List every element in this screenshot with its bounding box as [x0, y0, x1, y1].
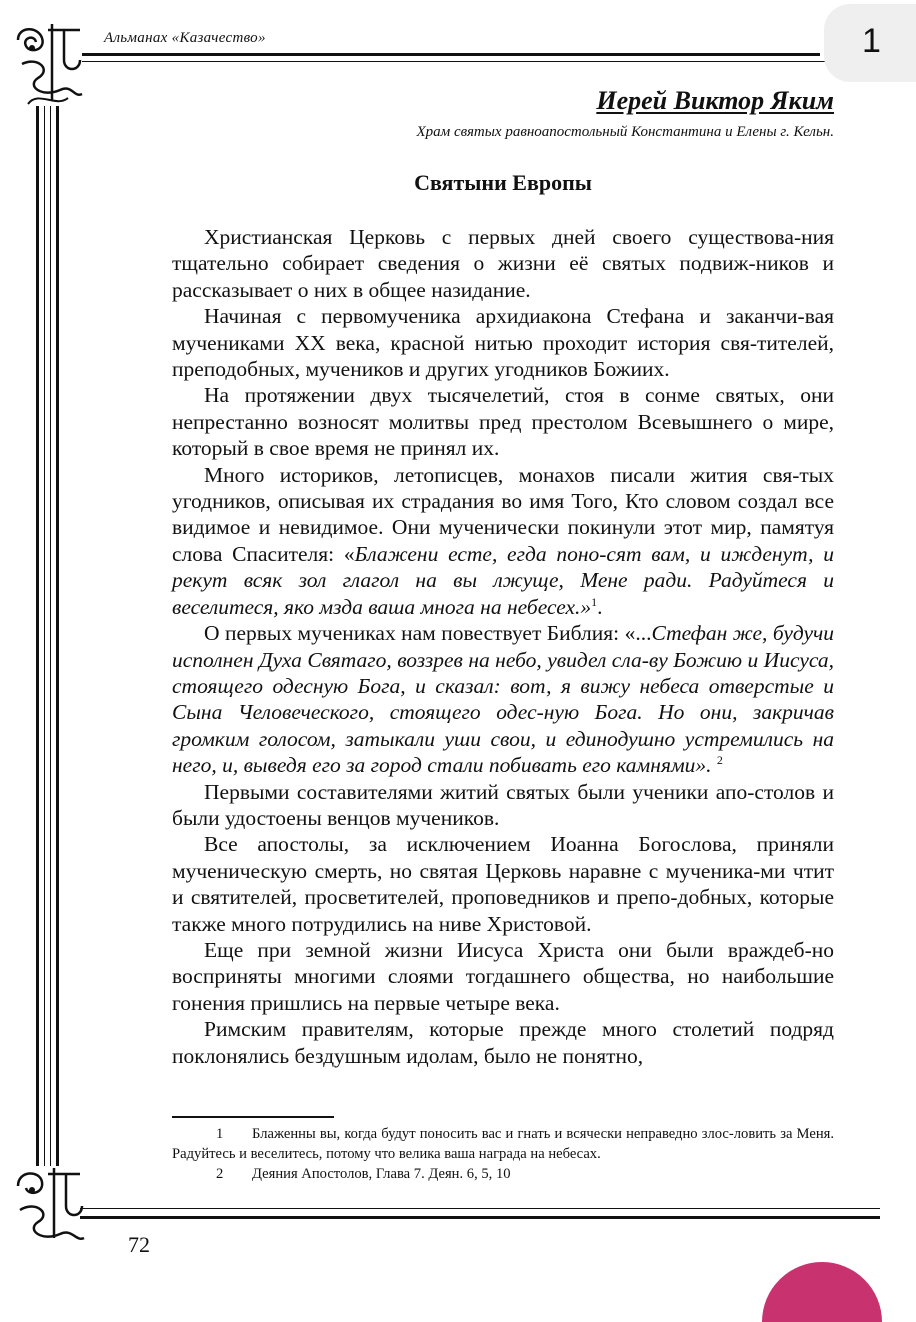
paragraph: Начиная с первомученика архидиакона Стефана и заканчи-вая мучениками XX века, красной нитью проходит история свя-тителей, преподобных, мучеников и других угодников Божиих.	[172, 304, 834, 382]
border-line	[56, 100, 59, 1180]
paragraph: Все апостолы, за исключением Иоанна Богослова, приняли мученическую смерть, но святая Церковь наравне с мученика-ми чтит и святителей, просветителей, проповедников и препо-добных, которые также много потрудились на ниве Христовой.	[172, 832, 834, 936]
paragraph: Христианская Церковь с первых дней своего существова-ния тщательно собирает сведения о жизни её святых подвиж-ников и рассказывает о них в общее назидание.	[172, 225, 834, 302]
article-title: Святыни Европы	[414, 170, 592, 195]
paragraph	[172, 620, 834, 778]
footer-rule-thick	[80, 1216, 880, 1219]
celtic-ornament-icon	[8, 20, 88, 110]
footer-rule-thin	[80, 1208, 880, 1209]
footnote-number: 1	[216, 1126, 224, 1142]
paragraph: На протяжении двух тысячелетий, стоя в сонме святых, они непрестанно возносят молитвы пред престолом Всевышнего о мире, который в свое время не принял их.	[172, 383, 834, 461]
border-line	[50, 100, 51, 1180]
scripture-quote: Стефан же, будучи исполнен Духа Святаго, воззрев на небо, увидел сла-ву Божию и Иисуса, стоящего одесную Бога, и сказал: вот, я вижу небеса отверстые и Сына Человеческого, стоящего одес-ную Бога. Но они, закричав громким голосом, затыкали уши свои, и единодушно устремились на него, и, выведя его за город стали побивать его камнями».	[172, 621, 834, 778]
paragraph	[172, 462, 834, 620]
paragraph: Еще при земной жизни Иисуса Христа они были враждеб-но восприняты многими слоями тогдашнего общества, но наибольшие гонения пришлись на первые четыре века.	[172, 937, 834, 1015]
footnotes	[172, 1124, 834, 1184]
floating-action-button[interactable]	[762, 1262, 882, 1322]
text-run: О первых мучениках нам повествует Библия: «...	[204, 621, 652, 646]
author-name: Иерей Виктор Яким	[596, 86, 834, 115]
footnote-rule	[172, 1116, 334, 1118]
scripture-quote: Блажени есте, егда поно-сят вам, и ижденут, и рекут всяк зол глагол на вы лжуще, Мене ради. Радуйтеся и веселитеся, яко мзда ваша многа на небесех.»	[172, 541, 834, 619]
author-affiliation: Храм святых равноапостольный Константина и Елены г. Кельн.	[416, 124, 834, 140]
footnote-ref[interactable]: 1	[591, 594, 598, 609]
border-line	[36, 100, 39, 1180]
header-rule-thin	[80, 61, 880, 62]
paragraph: Римским правителям, которые прежде много столетий подряд поклонялись бездушным идолам, было не понятно,	[172, 1017, 834, 1068]
header-rule-thick	[80, 53, 820, 56]
footnote	[172, 1124, 834, 1164]
celtic-ornament-icon	[8, 1162, 88, 1252]
footnote-ref[interactable]: 2	[716, 752, 723, 767]
page-badge-number: 1	[862, 22, 881, 60]
border-line	[44, 100, 45, 1180]
text-run: Много историков, летописцев, монахов писали жития свя-тых угодников, описывая их страдания во имя Того, Кто словом создал все видимое и невидимое. Они мученически покинули этот мир, памятуя слова Спасителя: «	[172, 462, 834, 566]
page-number: 72	[128, 1232, 150, 1257]
footnote-number: 2	[216, 1166, 224, 1182]
almanac-title: Альманах «Казачество»	[104, 30, 266, 46]
article-body	[172, 224, 834, 1069]
text-run: .	[597, 594, 603, 619]
paragraph: Первыми составителями житий святых были ученики апо-столов и были удостоены венцов мучеников.	[172, 779, 834, 830]
page-badge[interactable]	[824, 4, 916, 82]
footnote	[172, 1164, 834, 1184]
footnote-text: Деяния Апостолов, Глава 7. Деян. 6, 5, 10	[252, 1166, 511, 1182]
footnote-text: Блаженны вы, когда будут поносить вас и гнать и всячески неправедно злос-ловить за Меня. Радуйтесь и веселитесь, потому что велика ваша награда на небесах.	[172, 1126, 834, 1162]
